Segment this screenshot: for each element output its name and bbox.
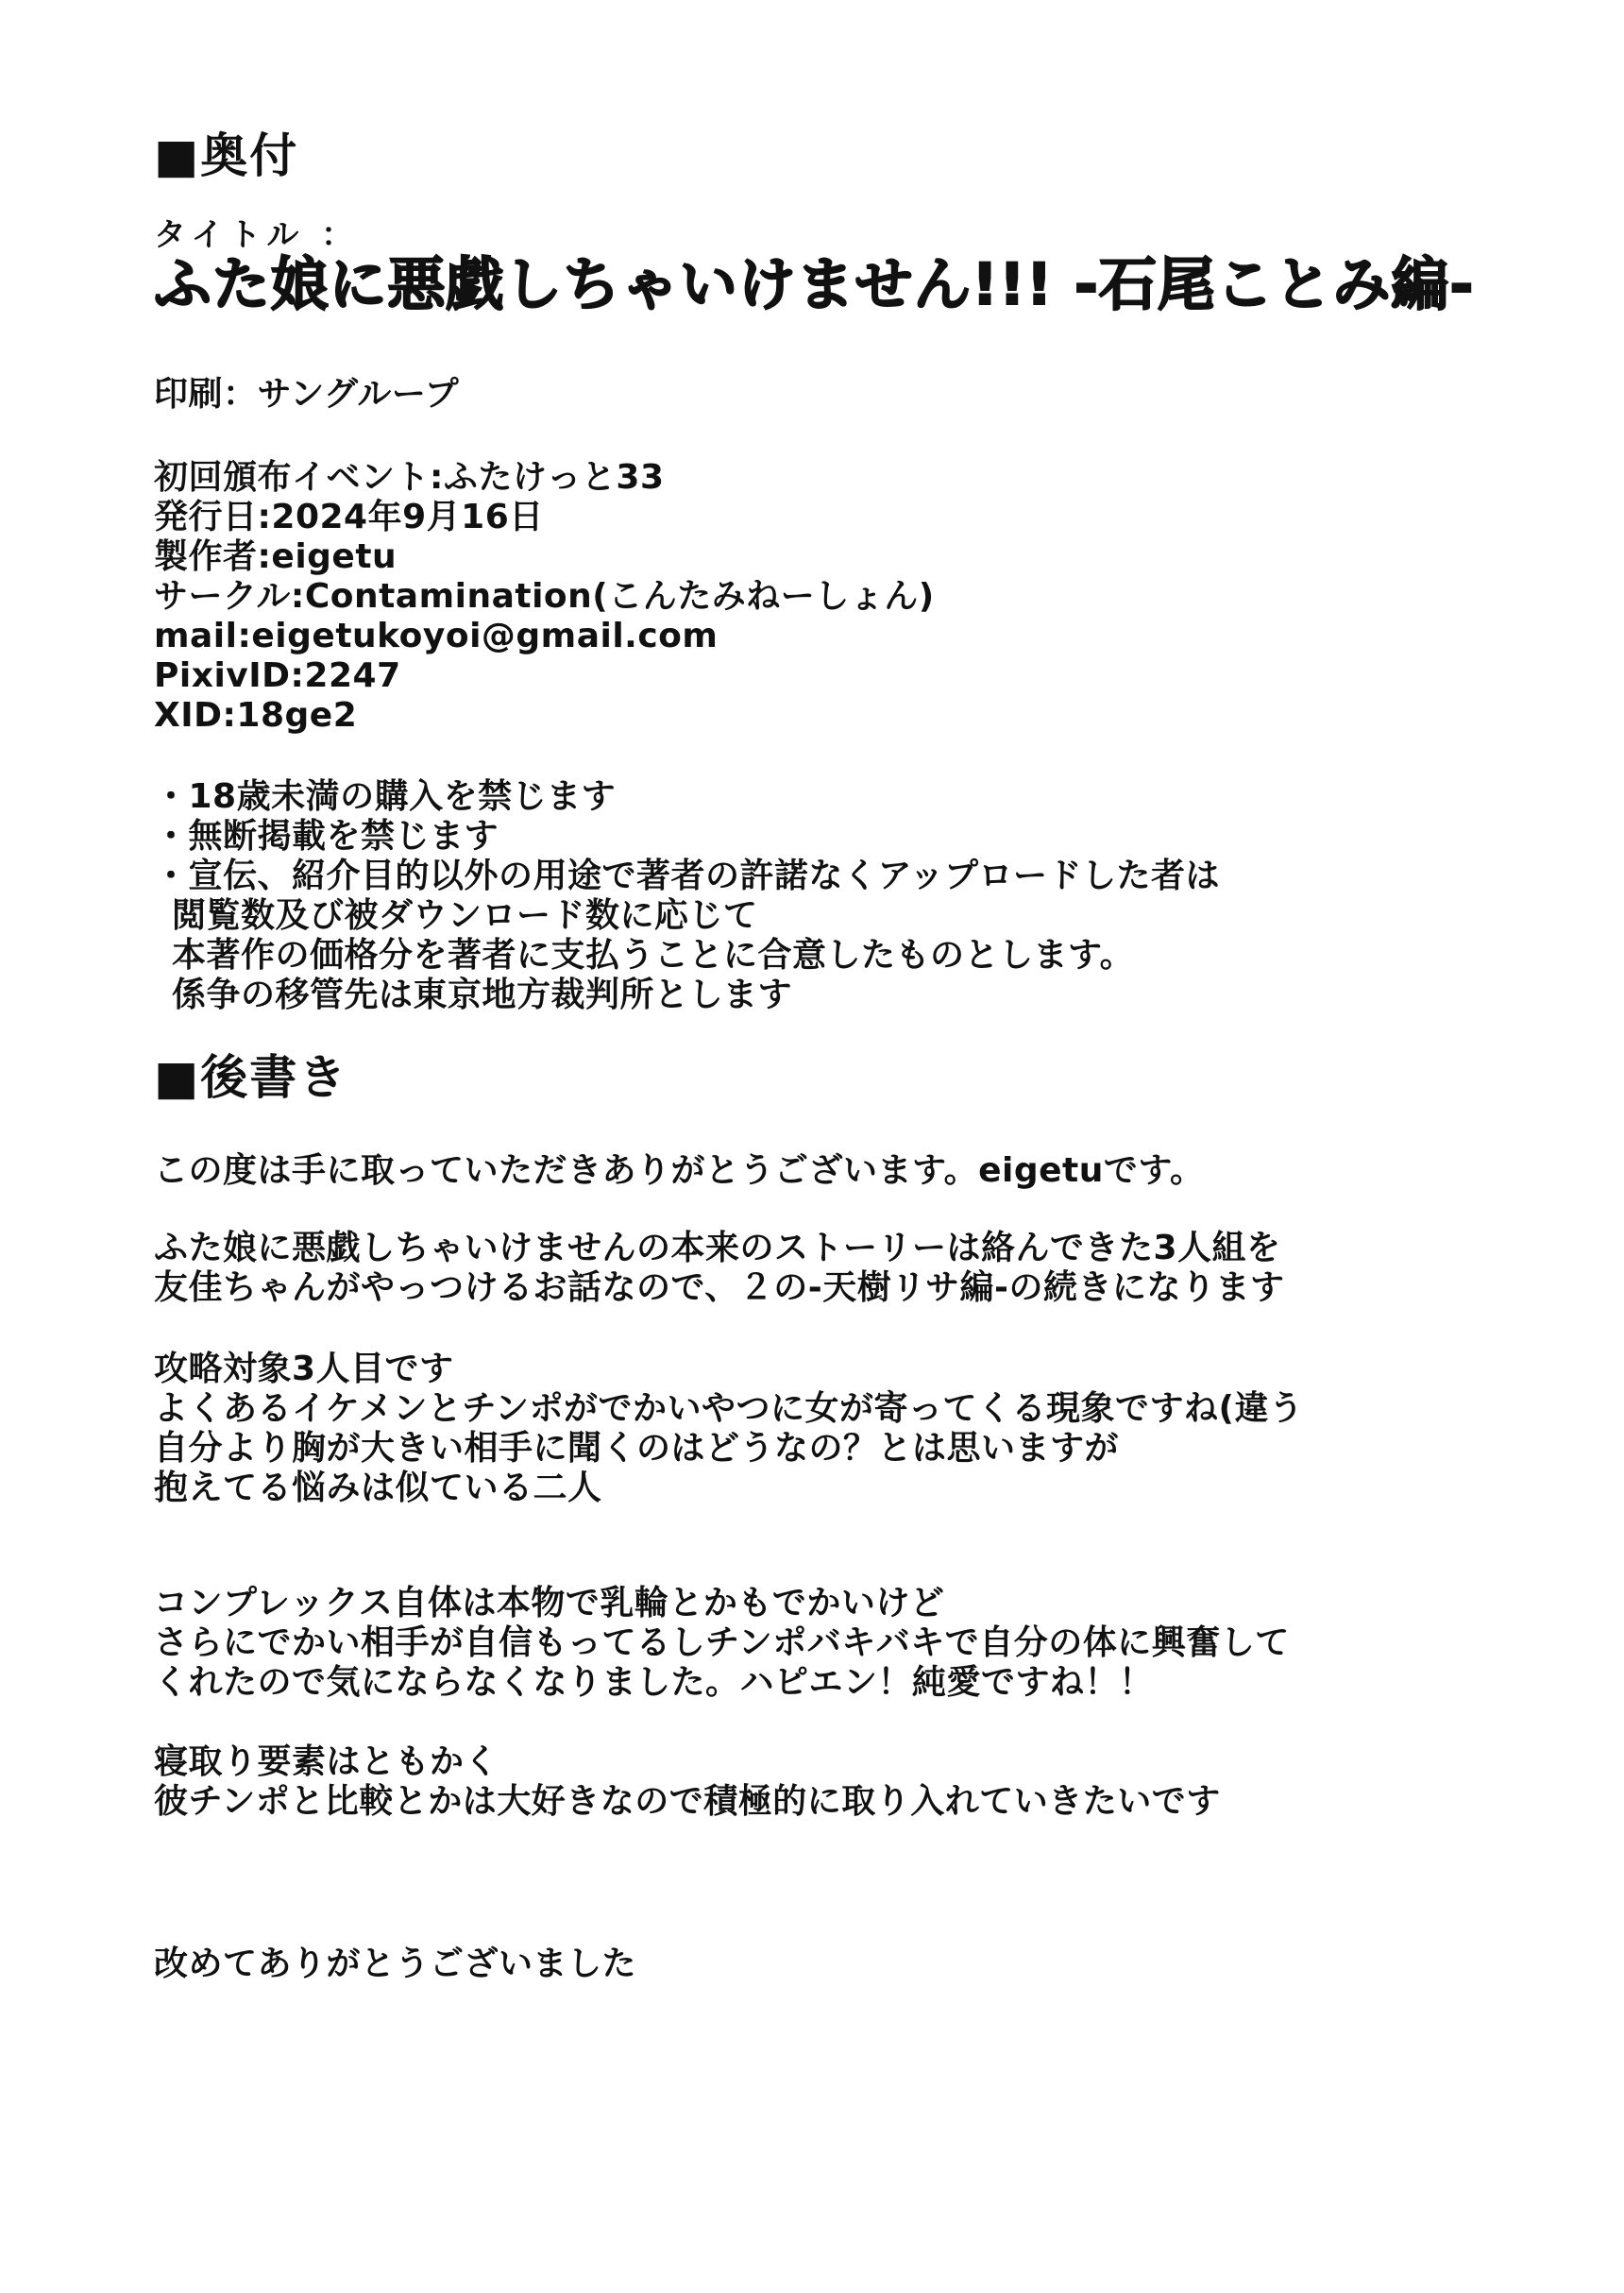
afterword-line: コンプレックス自体は本物で乳輪とかもでかいけど xyxy=(154,1584,945,1622)
info-x: XID:18ge2 xyxy=(154,696,358,735)
info-pixiv: PixivID:2247 xyxy=(154,656,401,695)
info-author: 製作者:eigetu xyxy=(154,537,398,576)
notice-upload-cont-3: 係争の移管先は東京地方裁判所とします xyxy=(172,976,793,1014)
afterword-line: 彼チンポと比較とかは大好きなので積極的に取り入れていきたいです xyxy=(154,1782,1221,1821)
afterword-line: 攻略対象3人目です xyxy=(154,1350,454,1388)
info-circle: サークル:Contamination(こんたみねーしょん) xyxy=(154,577,935,616)
afterword-line: 寝取り要素はともかく xyxy=(154,1742,499,1781)
info-date: 発行日:2024年9月16日 xyxy=(154,498,544,536)
afterword-line: くれたので気にならなくなりました。ハピエン！純愛ですね！！ xyxy=(154,1663,1154,1702)
afterword-line: さらにでかい相手が自信もってるしチンポバキバキで自分の体に興奮して xyxy=(154,1623,1290,1662)
notice-upload-cont-1: 閲覧数及び被ダウンロード数に応じて xyxy=(172,896,758,935)
afterword-heading: ■後書き xyxy=(154,1050,348,1105)
book-title: ふた娘に悪戯しちゃいけません!!! -石尾ことみ編- xyxy=(154,251,1475,318)
notice-repost: ・無断掲載を禁じます xyxy=(154,817,499,856)
notice-upload: ・宣伝、紹介目的以外の用途で著者の許諾なくアップロードした者は xyxy=(154,857,1220,895)
afterword-line: 友佳ちゃんがやっつけるお話なので、２の-天樹リサ編-の続きになります xyxy=(154,1268,1285,1307)
notice-upload-cont-2: 本著作の価格分を著者に支払うことに合意したものとします。 xyxy=(172,936,1135,975)
afterword-closing: 改めてありがとうございました xyxy=(154,1945,637,1983)
afterword-line: 自分より胸が大きい相手に聞くのはどうなの？とは思いますが xyxy=(154,1429,1120,1468)
printer-line: 印刷：サングループ xyxy=(154,375,460,414)
title-label: タイトル ： xyxy=(154,216,360,254)
afterword-line: よくあるイケメンとチンポがでかいやつに女が寄ってくる現象ですね(違う xyxy=(154,1389,1304,1428)
afterword-line: 抱えてる悩みは似ている二人 xyxy=(154,1469,602,1507)
afterword-line: ふた娘に悪戯しちゃいけませんの本来のストーリーは絡んできた3人組を xyxy=(154,1229,1281,1267)
info-mail: mail:eigetukoyoi@gmail.com xyxy=(154,617,719,655)
info-event: 初回頒布イベント:ふたけっと33 xyxy=(154,458,665,497)
notice-age: ・18歳未満の購入を禁じます xyxy=(154,777,617,816)
afterword-line: この度は手に取っていただきありがとうございます。eigetuです。 xyxy=(154,1151,1205,1190)
colophon-heading: ■奥付 xyxy=(154,128,299,183)
